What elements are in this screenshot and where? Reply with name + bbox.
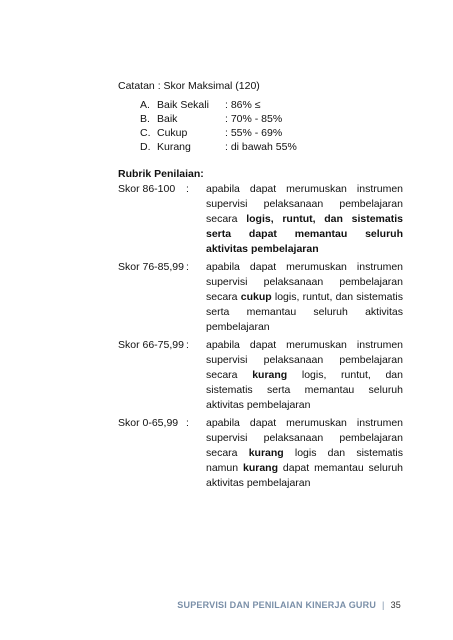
rubric-text: logis, runtut, dan sistematis serta memantau seluruh aktivitas pembelajaran bbox=[206, 291, 403, 333]
footer-title: SUPERVISI DAN PENILAIAN KINERJA GURU bbox=[177, 600, 377, 610]
grade-name: Kurang bbox=[157, 141, 191, 153]
grade-letter: B. bbox=[140, 113, 150, 125]
note-title: Catatan : Skor Maksimal (120) bbox=[118, 80, 260, 92]
rubric-text: apabila dapat merumuskan instrumen supervisi pelaksanaan pembelajaran secara bbox=[206, 417, 403, 459]
rubric-emphasis: logis, runtut, dan sistematis serta dapat memantau seluruh aktivitas pembelajaran bbox=[206, 213, 403, 255]
grade-row bbox=[140, 140, 297, 154]
rubric-colon: : bbox=[186, 183, 189, 195]
grade-name: Baik bbox=[157, 113, 178, 125]
grade-list bbox=[140, 98, 297, 154]
rubric-text: apabila dapat merumuskan instrumen supervisi pelaksanaan pembelajaran secara bbox=[206, 183, 403, 225]
rubric-text: logis, runtut, dan sistematis serta memantau seluruh aktivitas pembelajaran bbox=[206, 369, 403, 411]
rubric-text: logis dan sistematis namun bbox=[206, 447, 403, 474]
rubric-text: apabila dapat merumuskan instrumen supervisi pelaksanaan pembelajaran secara bbox=[206, 261, 403, 303]
rubric-colon: : bbox=[186, 261, 189, 273]
grade-name: Cukup bbox=[157, 127, 188, 139]
rubric-description bbox=[206, 182, 403, 257]
grade-range: : 70% - 85% bbox=[225, 113, 283, 125]
rubric-emphasis: kurang bbox=[252, 369, 288, 381]
grade-row bbox=[140, 98, 297, 112]
rubric-title: Rubrik Penilaian: bbox=[118, 168, 204, 180]
rubric-item bbox=[118, 416, 403, 491]
rubric-colon: : bbox=[186, 417, 189, 429]
page-number: 35 bbox=[390, 600, 401, 610]
rubric-score: Skor 86-100 bbox=[118, 183, 176, 195]
grade-letter: A. bbox=[140, 99, 150, 111]
rubric-description bbox=[206, 338, 403, 413]
grade-letter: C. bbox=[140, 127, 151, 139]
rubric-emphasis: kurang bbox=[248, 447, 284, 459]
rubric-list bbox=[118, 182, 403, 494]
grade-range: : di bawah 55% bbox=[225, 141, 297, 153]
rubric-item bbox=[118, 260, 403, 335]
grade-row bbox=[140, 126, 297, 140]
rubric-score: Skor 66-75,99 bbox=[118, 339, 184, 351]
rubric-colon: : bbox=[186, 339, 189, 351]
rubric-score: Skor 0-65,99 bbox=[118, 417, 179, 429]
rubric-emphasis: cukup bbox=[240, 291, 272, 303]
footer-separator: | bbox=[382, 600, 385, 610]
rubric-text: dapat memantau seluruh aktivitas pembelajaran bbox=[206, 462, 403, 489]
grade-letter: D. bbox=[140, 141, 151, 153]
rubric-item bbox=[118, 338, 403, 413]
rubric-description bbox=[206, 416, 403, 491]
grade-range: : 86% ≤ bbox=[225, 99, 261, 111]
rubric-description bbox=[206, 260, 403, 335]
grade-name: Baik Sekali bbox=[157, 99, 209, 111]
page-footer bbox=[0, 600, 401, 610]
rubric-emphasis: kurang bbox=[243, 462, 279, 474]
rubric-item bbox=[118, 182, 403, 257]
grade-range: : 55% - 69% bbox=[225, 127, 283, 139]
rubric-text: apabila dapat merumuskan instrumen supervisi pelaksanaan pembelajaran secara bbox=[206, 339, 403, 381]
grade-row bbox=[140, 112, 297, 126]
rubric-score: Skor 76-85,99 bbox=[118, 261, 184, 273]
